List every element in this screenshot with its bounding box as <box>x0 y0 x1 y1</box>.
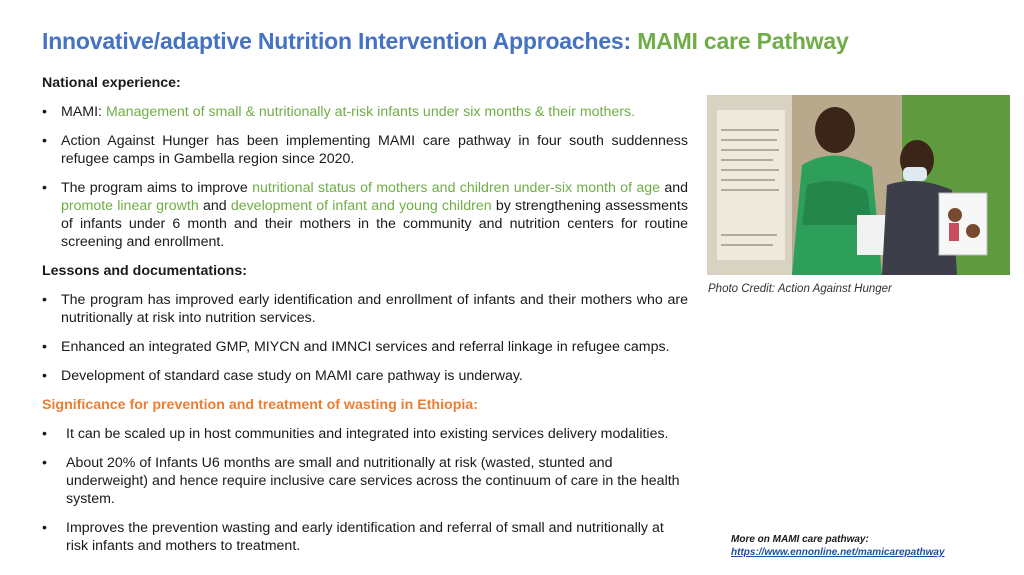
significance-heading: Significance for prevention and treatment of wasting in Ethiopia: <box>42 397 478 413</box>
slide-title <box>42 28 849 55</box>
significance-list <box>42 425 688 555</box>
lessons-list <box>42 291 688 385</box>
aims-text-4: by strengthening assessments of infants under 6 month and their mothers in the community and nutrition centers for routine screening and enrollment. <box>61 198 688 250</box>
title-main: Innovative/adaptive Nutrition Intervention Approaches: <box>42 28 631 54</box>
national-list <box>42 103 688 251</box>
aims-highlight-1: nutritional status of mothers and children under-six month of age <box>252 180 660 196</box>
national-item-aims <box>42 179 688 251</box>
aims-highlight-2: promote linear growth <box>61 198 199 214</box>
lessons-heading: Lessons and documentations: <box>42 263 247 279</box>
photo-illustration <box>707 95 1010 275</box>
mami-definition: Management of small & nutritionally at-risk infants under six months & their mothers. <box>105 104 636 120</box>
more-info <box>731 533 945 559</box>
mami-prefix: MAMI: <box>61 104 102 120</box>
national-item-implementation: • Action Against Hunger has been implementing MAMI care pathway in four south suddenness refugee camps in Gambella region since 2020. <box>42 132 688 168</box>
national-heading: National experience: <box>42 75 181 91</box>
photo-credit: Photo Credit: Action Against Hunger <box>708 283 892 295</box>
title-highlight: MAMI care Pathway <box>637 28 849 54</box>
list-item: • The program has improved early identification and enrollment of infants and their mothers who are nutritionally at risk into nutrition services. <box>42 291 688 327</box>
list-item: • Improves the prevention wasting and early identification and referral of small and nutritionally at risk infants and mothers to treatment. <box>42 519 688 555</box>
slide-body <box>42 74 688 555</box>
mami-link[interactable]: https://www.ennonline.net/mamicarepathway <box>731 547 945 558</box>
list-item: • Development of standard case study on MAMI care pathway is underway. <box>42 367 688 385</box>
list-item: • Enhanced an integrated GMP, MIYCN and IMNCI services and referral linkage in refugee camps. <box>42 338 688 356</box>
aims-text-2: and <box>664 180 688 196</box>
more-info-label: More on MAMI care pathway: <box>731 534 869 545</box>
aims-text-3: and <box>202 198 227 214</box>
list-item: • About 20% of Infants U6 months are small and nutritionally at risk (wasted, stunted and underweight) and hence require inclusive care services across the continuum of care in the health system. <box>42 454 688 508</box>
list-item: • It can be scaled up in host communities and integrated into existing services delivery modalities. <box>42 425 688 443</box>
mother-infant-photo <box>707 95 1010 275</box>
aims-highlight-3: development of infant and young children <box>230 198 492 214</box>
aims-text-1: The program aims to improve <box>61 180 248 196</box>
national-item-mami <box>42 103 688 121</box>
